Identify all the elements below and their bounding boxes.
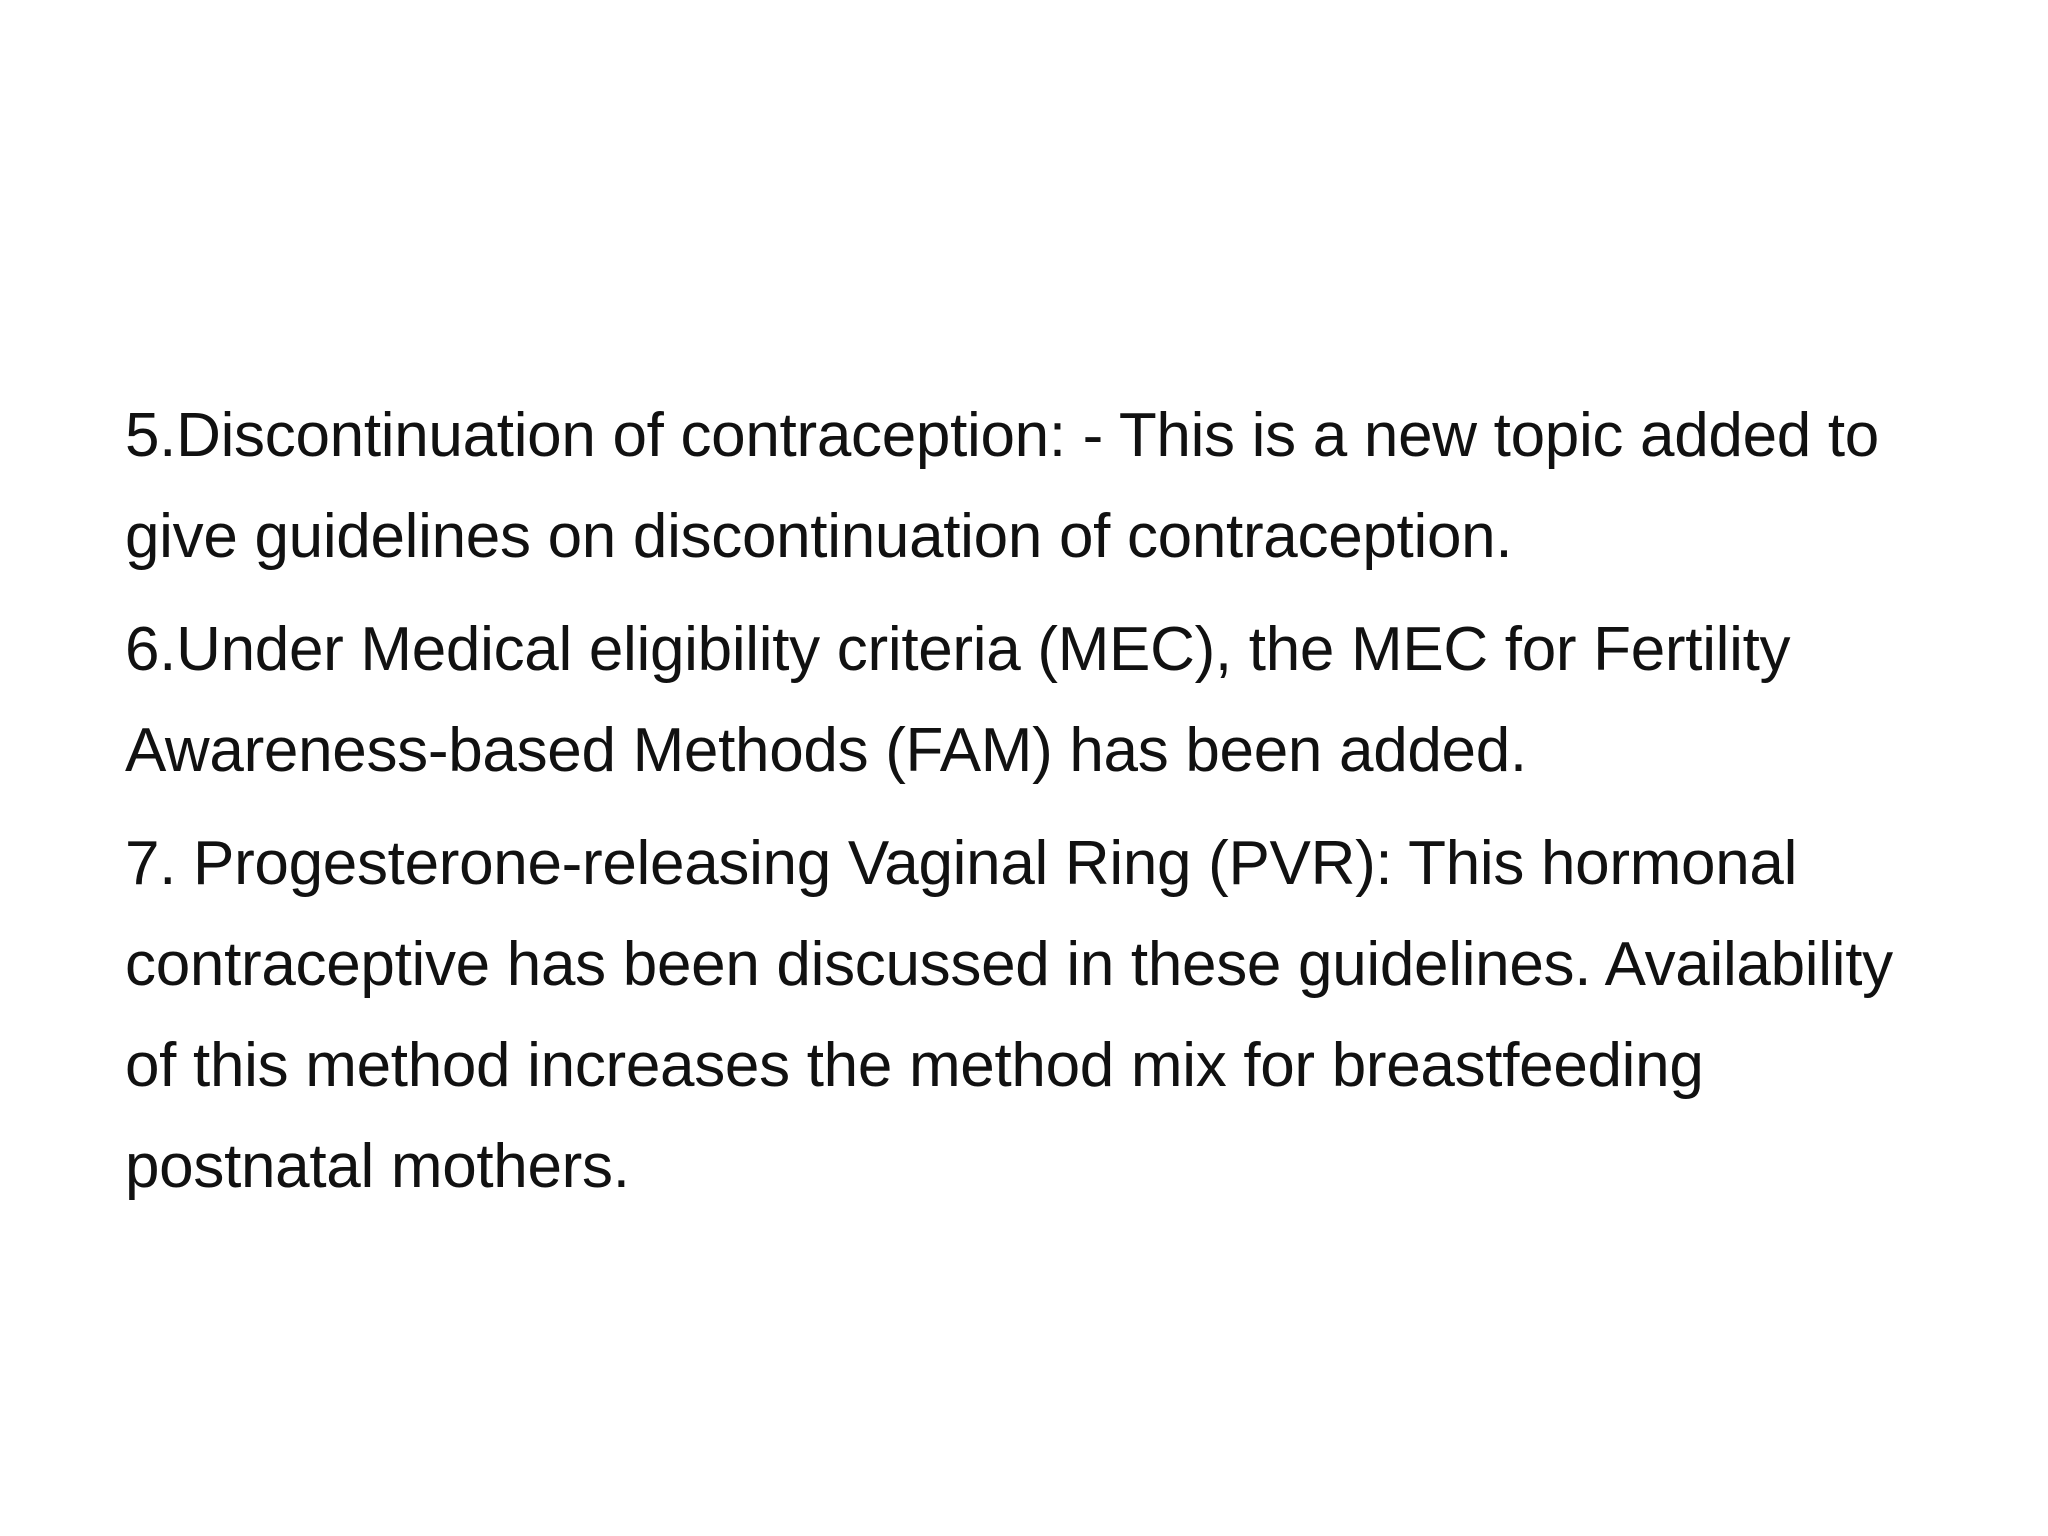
paragraph-pvr: 7. Progesterone-releasing Vaginal Ring (PVR): This hormonal contraceptive has been discussed in these guidelines. Availability of this method increases the method mix for breastfeeding postnatal mothers. xyxy=(125,829,1893,1201)
slide-body xyxy=(125,385,1945,1229)
paragraph-mec-fam: 6.Under Medical eligibility criteria (MEC), the MEC for Fertility Awareness-based Methods (FAM) has been added. xyxy=(125,615,1791,785)
paragraph-discontinuation: 5.Discontinuation of contraception: - This is a new topic added to give guidelines on discontinuation of contraception. xyxy=(125,401,1879,571)
